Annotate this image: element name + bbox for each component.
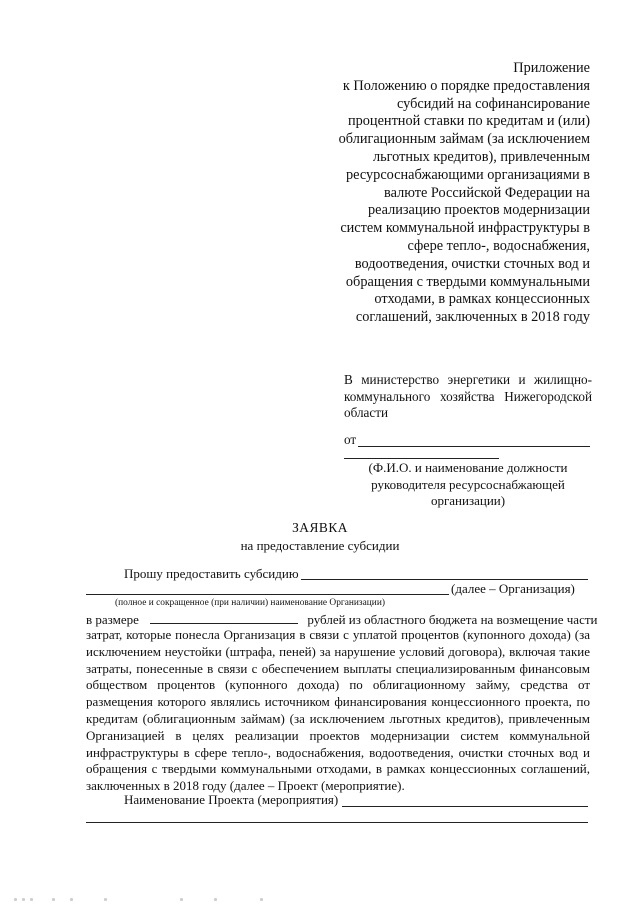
appendix-line: водоотведения, очистки сточных вод и [354,255,590,272]
appendix-line: соглашений, заключенных в 2018 году [355,309,590,326]
appendix-line: Приложение [513,60,590,76]
body-line: обществом процентов (купонного дохода) по облигационному займу, средства от [86,677,590,693]
appendix-line: облигационным займам (за исключением [338,131,590,148]
appendix-line: систем коммунальной инфраструктуры в [340,220,590,237]
appendix-line: отходами, в рамках концессионных [374,291,590,308]
body-line: исключением неустойки (штрафа, пеней) за нарушение условий договора), включая такие [86,643,590,659]
appendix-line: валюте Российской Федерации на [384,184,590,201]
body-line: размещения которого являлись источником финансирования концессионного проекта, по [86,694,590,710]
organization-suffix: (далее – Организация) [451,581,575,596]
project-blank-line [342,806,588,807]
amount-suffix: рублей из областного бюджета на возмещение части [307,612,598,627]
application-body [86,627,590,795]
appendix-line: субсидий на софинансирование [396,95,590,112]
project-name-label: Наименование Проекта (мероприятия) [124,792,339,807]
project-blank-line-2 [86,822,588,823]
body-line: Организацией в целях реализации проектов модернизации систем коммунальной [86,727,590,743]
appendix-line: льготных кредитов), привлеченным [372,148,590,165]
body-line: инфраструктуры в сфере тепло-, водоснабжения, водоотведения, очистки сточных вод и [86,744,590,760]
from-label: от [344,432,357,447]
body-line: затраты, понесенные в связи с обеспечением выплаты специализированным финансовым [86,660,590,676]
organization-caption: (полное и сокращенное (при наличии) наименование Организации) [115,598,385,608]
appendix-header [300,60,590,327]
organization-blank-line-2 [86,594,449,595]
body-line: заключенных в 2018 году (далее – Проект (мероприятие). [86,778,405,794]
document-title: ЗАЯВКА [292,520,348,535]
body-line: затрат, которые понесла Организация в связи с уплатой процентов (купонного дохода) (за [86,627,590,642]
amount-blank [150,611,298,624]
appendix-line: сфере тепло-, водоснабжения, [407,237,590,254]
document-subtitle: на предоставление субсидии [240,538,400,553]
amount-prefix: в размере [86,612,139,627]
appendix-line: к Положению о порядке предоставления [342,77,590,94]
body-line: обращения с твердыми коммунальными отходами, в рамках концессионных соглашений, [86,761,590,777]
organization-blank-line [301,579,588,580]
amount-line [86,611,598,628]
addressee-block: В министерство энергетики и жилищно-коммунального хозяйства Нижегородской области [344,372,592,420]
appendix-line: ресурсоснабжающими организациями в [346,166,590,183]
from-blank-line [358,446,590,447]
from-blank-line-2 [344,458,499,459]
appendix-line: реализацию проектов модернизации [367,202,590,219]
body-line: кредитам (облигационным займам) (за исключением льготных кредитов), привлеченным [86,710,590,726]
request-text: Прошу предоставить субсидию [124,566,299,581]
appendix-line: процентной ставки по кредитам и (или) [347,113,590,130]
appendix-line: обращения с твердыми коммунальными [345,273,590,290]
scan-artifacts [0,896,640,905]
signer-caption: (Ф.И.О. и наименование должности руководителя ресурсоснабжающей организации) [368,460,568,508]
